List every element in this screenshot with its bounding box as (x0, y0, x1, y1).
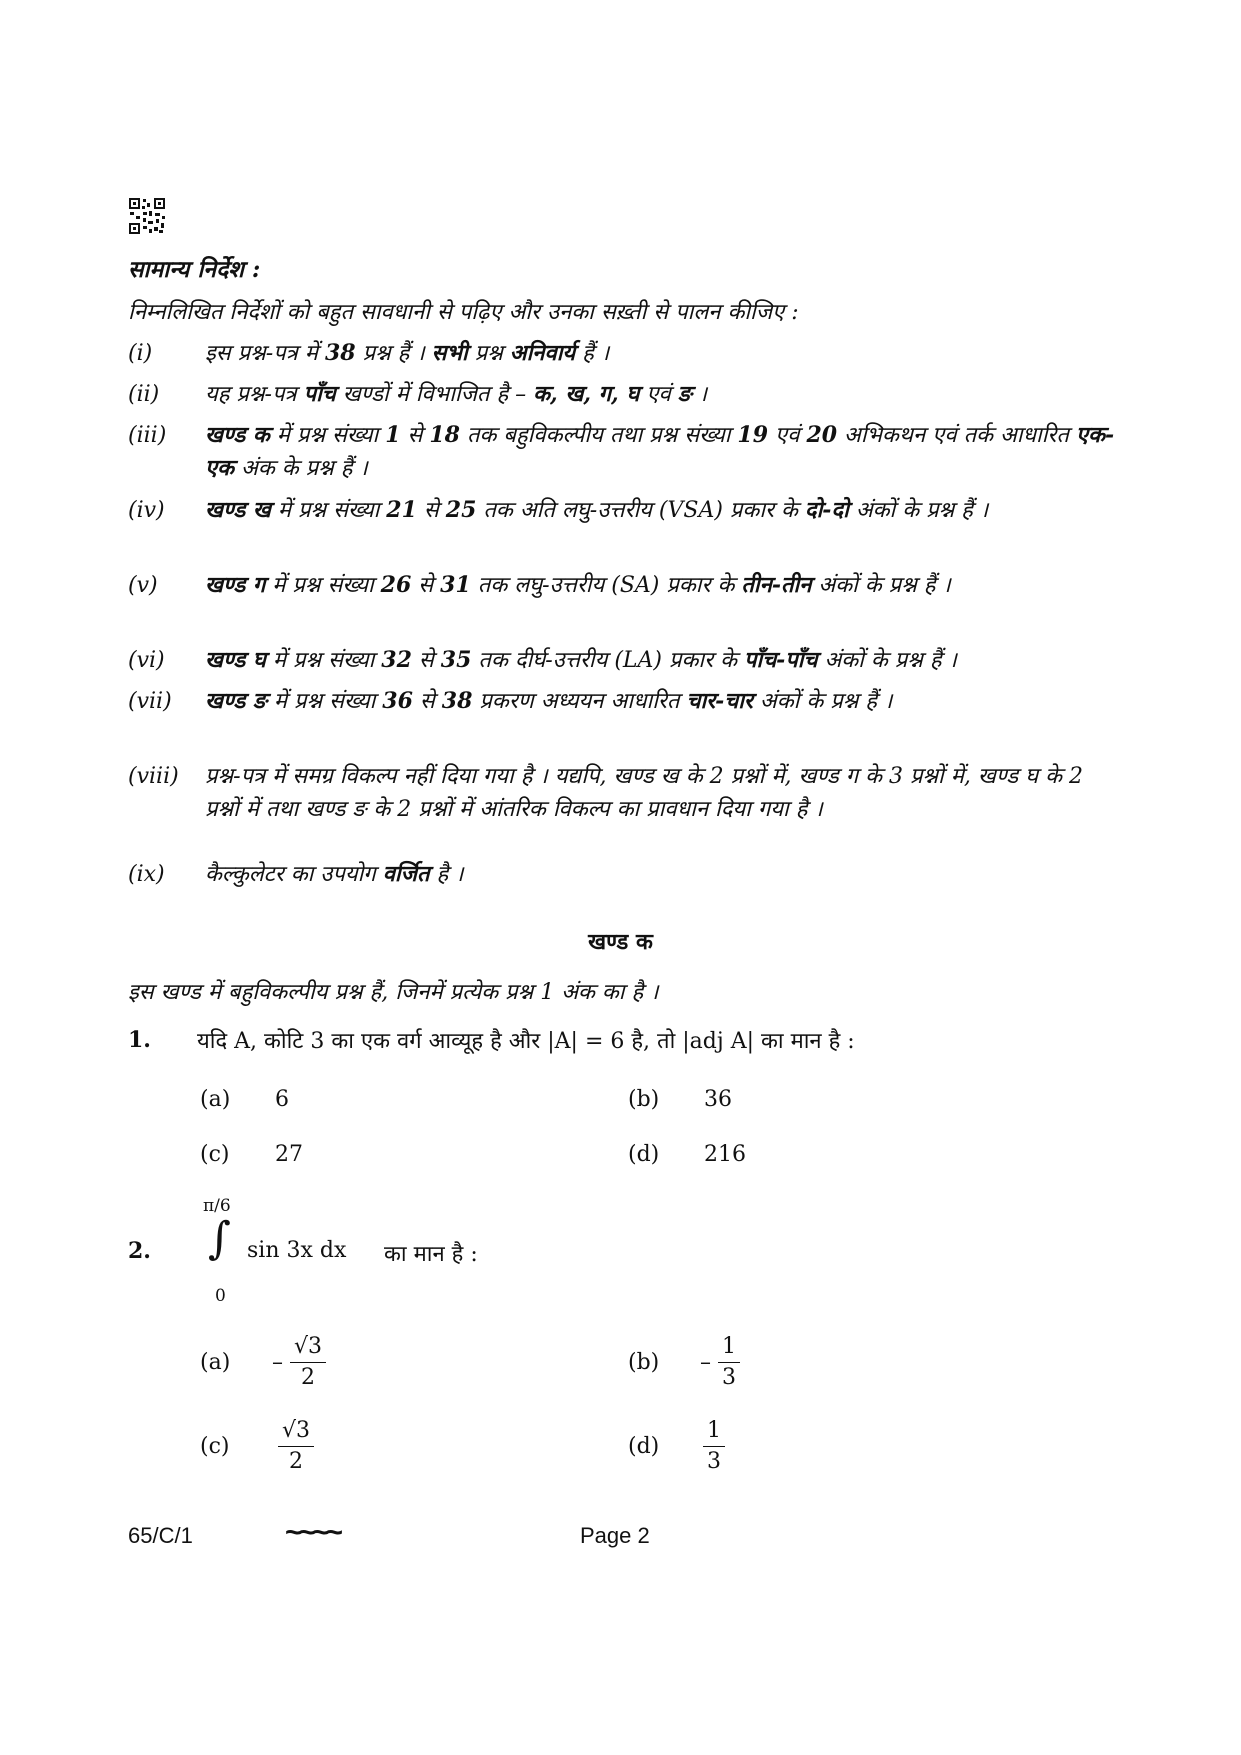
instruction-number: (i) (128, 341, 153, 366)
instruction-number: (v) (128, 573, 158, 598)
option-value: $\frac{√3}{2}$ (278, 1416, 314, 1477)
option-label: (d) (628, 1142, 660, 1167)
integral-lower-limit: 0 (215, 1286, 226, 1306)
instruction-item (128, 760, 1118, 826)
question-text: का मान है : (384, 1242, 478, 1267)
instructions-intro: निम्नलिखित निर्देशों को बहुत सावधानी से पढ़िए और उनका सख़्ती से पालन कीजिए : (128, 300, 799, 325)
question-text: यदि A, कोटि 3 का एक वर्ग आव्यूह है और |A| = 6 है, तो |adj A| का मान है : (197, 1029, 855, 1054)
option-value: – $\frac{√3}{2}$ (272, 1332, 326, 1393)
integrand: sin 3x dx (247, 1238, 347, 1263)
paper-code: 65/C/1 (128, 1523, 193, 1548)
qr-code-image (128, 197, 166, 235)
instruction-item (128, 858, 1118, 891)
instruction-item (128, 494, 1118, 527)
option-label: (c) (200, 1434, 230, 1459)
option-label: (a) (200, 1087, 231, 1112)
page-number: Page 2 (580, 1523, 650, 1548)
option-value: 216 (704, 1142, 746, 1167)
option-label: (b) (628, 1087, 660, 1112)
instruction-number: (iv) (128, 498, 165, 523)
option-label: (d) (628, 1434, 660, 1459)
option-value: 6 (275, 1087, 289, 1112)
instruction-text: प्रश्न-पत्र में समग्र विकल्प नहीं दिया गया है । यद्यपि, खण्ड ख के 2 प्रश्नों में, खण्ड ग के 3 प्रश्नों में, खण्ड घ के 2 प्रश्नों में तथा खण्ड ङ के 2 प्रश्नों में आंतरिक विकल्प का प्रावधान दिया गया है । (205, 764, 1083, 822)
instruction-text: खण्ड ग में प्रश्न संख्या 26 से 31 तक लघु-उत्तरीय (SA) प्रकार के तीन-तीन अंकों के प्रश्न हैं । (205, 572, 951, 598)
integral-upper-limit: π/6 (203, 1196, 231, 1216)
instruction-item (128, 569, 1118, 602)
option-value: – $\frac{1}{3}$ (700, 1332, 740, 1393)
instruction-item (128, 378, 1118, 411)
instruction-item (128, 685, 1118, 718)
instruction-text: खण्ड ङ में प्रश्न संख्या 36 से 38 प्रकरण अध्ययन आधारित चार-चार अंकों के प्रश्न हैं । (205, 688, 893, 714)
instruction-number: (viii) (128, 764, 179, 789)
general-instructions-heading: सामान्य निर्देश : (128, 256, 261, 283)
section-intro: इस खण्ड में बहुविकल्पीय प्रश्न हैं, जिनमें प्रत्येक प्रश्न 1 अंक का है । (128, 980, 659, 1005)
section-title: खण्ड क (588, 929, 653, 955)
option-label: (c) (200, 1142, 230, 1167)
footer-mark: ~~~~ (285, 1516, 340, 1549)
option-label: (a) (200, 1350, 231, 1375)
instruction-text: खण्ड ख में प्रश्न संख्या 21 से 25 तक अति लघु-उत्तरीय (VSA) प्रकार के दो-दो अंकों के प्रश्न हैं । (205, 497, 989, 523)
instruction-number: (iii) (128, 423, 167, 448)
question-number: 2. (128, 1238, 151, 1264)
instruction-text: खण्ड घ में प्रश्न संख्या 32 से 35 तक दीर्घ-उत्तरीय (LA) प्रकार के पाँच-पाँच अंकों के प्रश्न हैं । (205, 647, 957, 673)
instruction-item (128, 644, 1118, 677)
instruction-item (128, 337, 1118, 370)
instruction-number: (ii) (128, 382, 160, 407)
instruction-text: खण्ड क में प्रश्न संख्या 1 से 18 तक बहुविकल्पीय तथा प्रश्न संख्या 19 एवं 20 अभिकथन एवं तर्क आधारित एक-एक अंक के प्रश्न हैं । (205, 422, 1115, 481)
option-value: $\frac{1}{3}$ (703, 1416, 725, 1477)
instruction-item (128, 419, 1118, 485)
instruction-number: (vii) (128, 689, 172, 714)
option-value: 36 (704, 1087, 732, 1112)
instruction-text: यह प्रश्न-पत्र पाँच खण्डों में विभाजित है – क, ख, ग, घ एवं ङ । (205, 381, 708, 407)
option-value: 27 (275, 1142, 303, 1167)
instruction-text: कैल्कुलेटर का उपयोग वर्जित है । (205, 861, 464, 887)
instruction-text: इस प्रश्न-पत्र में 38 प्रश्न हैं । सभी प्रश्न अनिवार्य हैं । (205, 340, 610, 366)
question-number: 1. (128, 1027, 151, 1053)
instruction-number: (ix) (128, 862, 165, 887)
instruction-number: (vi) (128, 648, 165, 673)
option-label: (b) (628, 1350, 660, 1375)
integral-sign: ∫ (208, 1213, 231, 1264)
